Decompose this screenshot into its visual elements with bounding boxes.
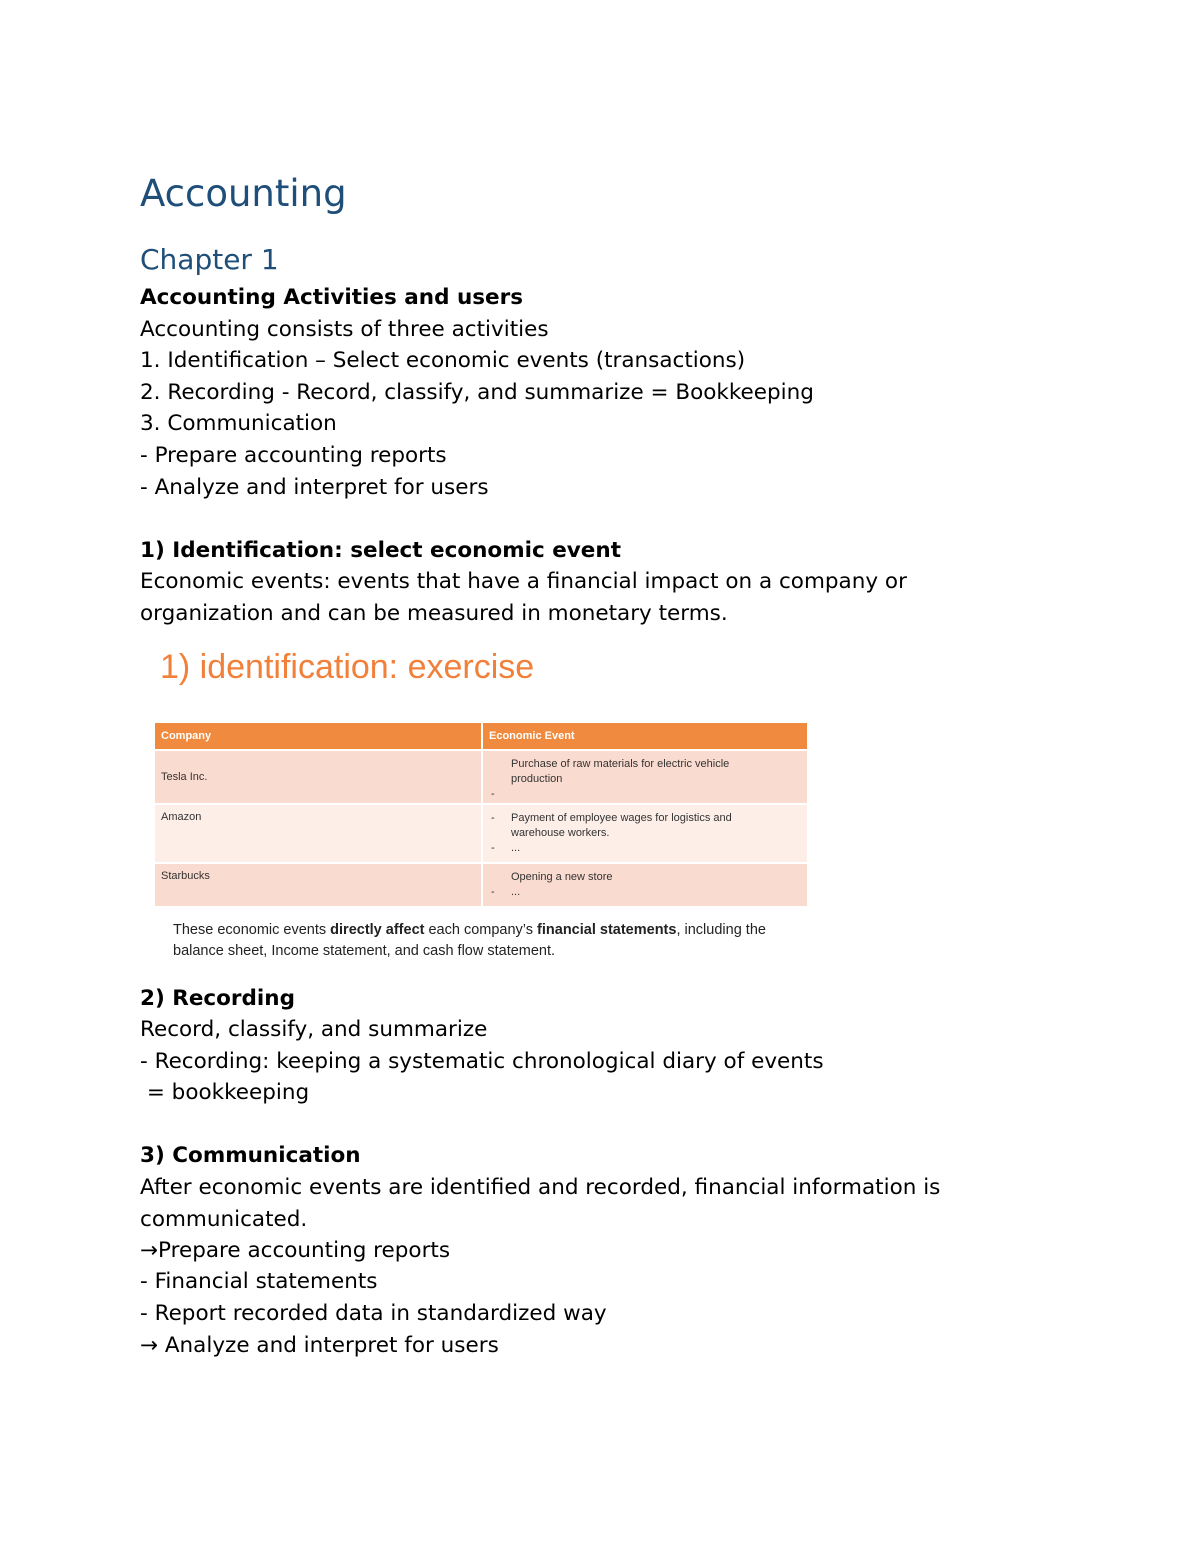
list-item: - Analyze and interpret for users — [140, 475, 489, 500]
event-text: production — [511, 773, 563, 785]
note-text: each company’s — [424, 922, 538, 938]
list-item: → Analyze and interpret for users — [140, 1333, 499, 1358]
event-text: warehouse workers. — [511, 827, 610, 839]
column-header-economic-event: Economic Event — [482, 723, 808, 750]
note-bold-text: directly affect — [330, 922, 425, 938]
paragraph-line: Economic events: events that have a financial impact on a company or — [140, 569, 907, 594]
exercise-table — [155, 723, 809, 906]
paragraph-line: communicated. — [140, 1207, 308, 1232]
list-item: 3. Communication — [140, 411, 337, 436]
note-text: These economic events — [173, 922, 331, 938]
company-cell: Amazon — [155, 804, 482, 863]
note-bold-text: financial statements — [537, 922, 677, 938]
section-heading-identification: 1) Identification: select economic event — [140, 538, 621, 563]
paragraph-line: = bookkeeping — [140, 1080, 310, 1105]
event-text: - — [491, 788, 495, 800]
event-cell — [482, 750, 808, 804]
document-title: Accounting — [140, 172, 347, 215]
embedded-slide-image — [150, 640, 815, 965]
note-text: , including the balance sheet, Income statement, and cash flow statement. — [173, 922, 766, 959]
list-item: - Recording: keeping a systematic chronological diary of events — [140, 1049, 824, 1074]
section-heading-recording: 2) Recording — [140, 986, 295, 1011]
section-heading-communication: 3) Communication — [140, 1143, 361, 1168]
event-cell: - Payment of employee wages for logistics and warehouse workers. - ... — [482, 804, 808, 863]
company-cell: Tesla Inc. — [155, 750, 482, 804]
table-row — [155, 863, 808, 906]
paragraph-line: organization and can be measured in monetary terms. — [140, 601, 728, 626]
table-header-row — [155, 723, 808, 750]
company-cell: Starbucks — [155, 863, 482, 906]
event-text: Payment of employee wages for logistics and — [511, 812, 732, 824]
chapter-heading: Chapter 1 — [140, 243, 279, 276]
column-header-company: Company — [155, 723, 482, 750]
list-item: - Report recorded data in standardized way — [140, 1301, 607, 1326]
slide-note — [173, 920, 813, 962]
list-item: - Financial statements — [140, 1269, 378, 1294]
section-heading-activities: Accounting Activities and users — [140, 285, 524, 310]
list-item: 1. Identification – Select economic events (transactions) — [140, 348, 746, 373]
table-row — [155, 750, 808, 804]
paragraph-line: Record, classify, and summarize — [140, 1017, 488, 1042]
list-item: - Prepare accounting reports — [140, 443, 447, 468]
paragraph-line: After economic events are identified and recorded, financial information is — [140, 1175, 941, 1200]
event-text: ... — [511, 842, 521, 854]
list-item: 2. Recording - Record, classify, and summarize = Bookkeeping — [140, 380, 814, 405]
paragraph-line: Accounting consists of three activities — [140, 317, 549, 342]
event-text: Purchase of raw materials for electric vehicle — [511, 758, 730, 770]
list-item: →Prepare accounting reports — [140, 1238, 451, 1263]
event-text: Opening a new store — [511, 871, 613, 883]
event-cell: Opening a new store - ... — [482, 863, 808, 906]
slide-title: 1) identification: exercise — [160, 648, 535, 686]
table-row — [155, 804, 808, 863]
event-text: ... — [511, 886, 521, 898]
